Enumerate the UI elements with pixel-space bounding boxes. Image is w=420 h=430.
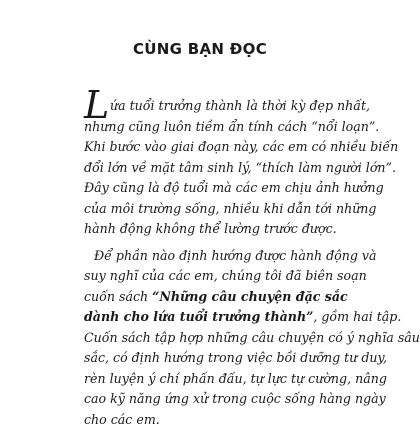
text-line: cao kỹ năng ứng xử trong cuộc sống hàng ngày	[84, 389, 360, 410]
text-line: nhưng cũng luôn tiềm ẩn tính cách “nổi loạn”.	[84, 117, 360, 138]
text-line: Cuốn sách tập hợp những câu chuyện có ý nghĩa sâu	[84, 328, 360, 349]
text-line: ứa tuổi trưởng thành là thời kỳ đẹp nhất,	[84, 96, 360, 117]
book-title-part-1: “Những câu chuyện đặc sắc	[152, 289, 348, 304]
text-line: Khi bước vào giai đoạn này, các em có nhiều biến	[84, 137, 360, 158]
text-line: rèn luyện ý chí phấn đấu, tự lực tự cường, nâng	[84, 369, 360, 390]
page-heading: CÙNG BẠN ĐỌC	[0, 40, 400, 58]
text-run: , gồm hai tập.	[313, 309, 401, 324]
paragraph-1	[84, 96, 360, 240]
book-title-part-2: dành cho lứa tuổi trưởng thành”	[84, 309, 313, 324]
text-run: cuốn sách	[84, 289, 152, 304]
text-line: Đây cũng là độ tuổi mà các em chịu ảnh hưởng	[84, 178, 360, 199]
drop-cap: L	[84, 86, 109, 124]
text-line: suy nghĩ của các em, chúng tôi đã biên soạn	[84, 266, 360, 287]
text-line: sắc, có định hướng trong việc bồi dưỡng tư duy,	[84, 348, 360, 369]
text-line	[84, 307, 360, 328]
text-line: cho các em.	[84, 410, 360, 430]
text-line: Để phần nào định hướng được hành động và	[84, 246, 360, 267]
foreword-text	[84, 96, 360, 430]
text-line: hành động không thể lường trước được.	[84, 219, 360, 240]
text-line: của môi trường sống, nhiều khi dẫn tới những	[84, 199, 360, 220]
paragraph-2	[84, 246, 360, 430]
text-line: đổi lớn về mặt tâm sinh lý, “thích làm người lớn”.	[84, 158, 360, 179]
text-line	[84, 287, 360, 308]
